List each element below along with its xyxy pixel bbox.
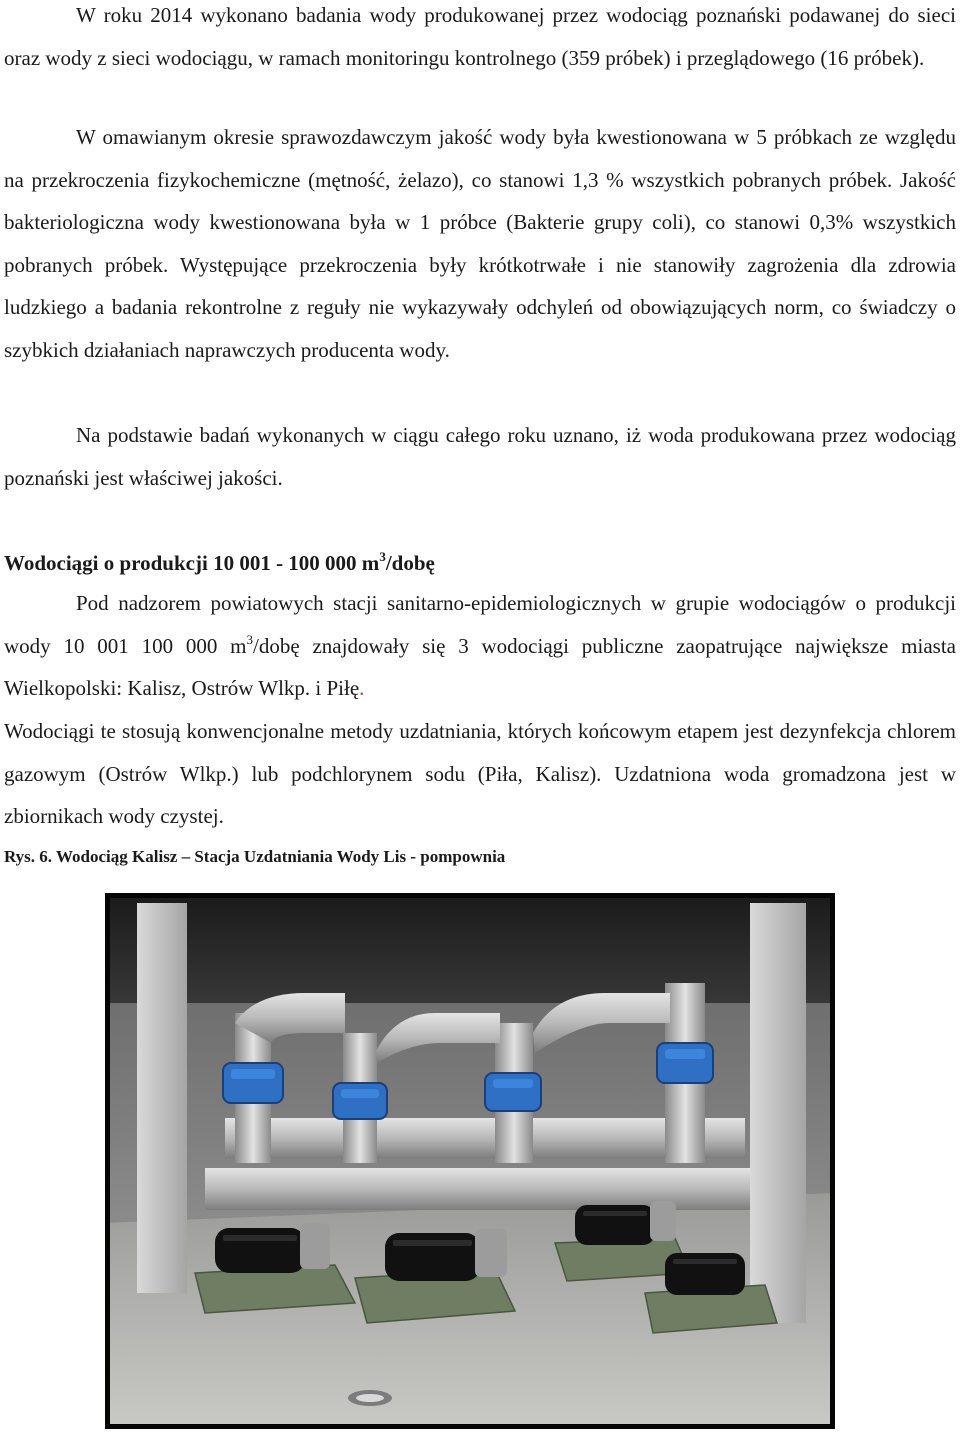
- paragraph-quality-assessment: [4, 116, 956, 372]
- paragraph-text: W omawianym okresie sprawozdawczym jakość wody była kwestionowana w 5 próbkach ze względu na przekroczenia fizykochemiczne (mętność, żelazo), co stanowi 1,3 % wszystkich pobranych próbek. Jakość bakteriologiczna wody kwestionowana była w 1 próbce (Bakterie grupy coli), co stanowi 0,3% wszystkich pobranych próbek. Występujące przekroczenia były krótkotrwałe i nie stanowiły zagrożenia dla zdrowia ludzkiego a badania rekontrolne z reguły nie wykazywały odchyleń od obowiązujących norm, co świadczy o szybkich działaniach naprawczych producenta wody.: [4, 125, 956, 362]
- paragraph-text: Pod nadzorem powiatowych stacji sanitarno-epidemiologicznych w grupie wodociągów o produkcji wody 10 001 100 000 m: [4, 591, 956, 658]
- paragraph-final-dot: .: [359, 676, 365, 701]
- heading-superscript: 3: [379, 549, 386, 564]
- paragraph-text-continued: /dobę znajdowały się 3 wodociągi publiczne zaopatrujące największe miasta Wielkopolski: Kalisz, Ostrów Wlkp. i Piłę: [4, 633, 957, 701]
- paragraph-superscript: 3: [246, 631, 254, 647]
- paragraph-conclusion: [4, 414, 956, 499]
- pump-room-illustration: [105, 893, 835, 1429]
- paragraph-text: Na podstawie badań wykonanych w ciągu całego roku uznano, iż woda produkowana przez wodociąg poznański jest właściwej jakości.: [4, 423, 956, 490]
- paragraph-water-testing: [4, 0, 956, 79]
- paragraph-text: W roku 2014 wykonano badania wody produkowanej przez wodociąg poznański podawanej do sieci oraz wody z sieci wodociągu, w ramach monitoringu kontrolnego (359 próbek) i przeglądowego (16 próbek).: [4, 3, 956, 70]
- paragraph-supervision: [4, 582, 956, 710]
- pump-room-photo: [105, 893, 835, 1429]
- section-heading: [4, 542, 956, 584]
- figure-caption: Rys. 6. Wodociąg Kalisz – Stacja Uzdatniania Wody Lis - pompownia: [4, 847, 506, 866]
- heading-text: Wodociągi o produkcji 10 001 - 100 000 m: [4, 551, 380, 575]
- paragraph-text: Wodociągi te stosują konwencjonalne metody uzdatniania, których końcowym etapem jest dezynfekcja chlorem gazowym (Ostrów Wlkp.) lub podchlorynem sodu (Piła, Kalisz). Uzdatniona woda gromadzona jest w zbiornikach wody czystej.: [4, 719, 956, 829]
- paragraph-treatment-methods: [4, 710, 956, 838]
- heading-text-suffix: /dobę: [385, 551, 435, 575]
